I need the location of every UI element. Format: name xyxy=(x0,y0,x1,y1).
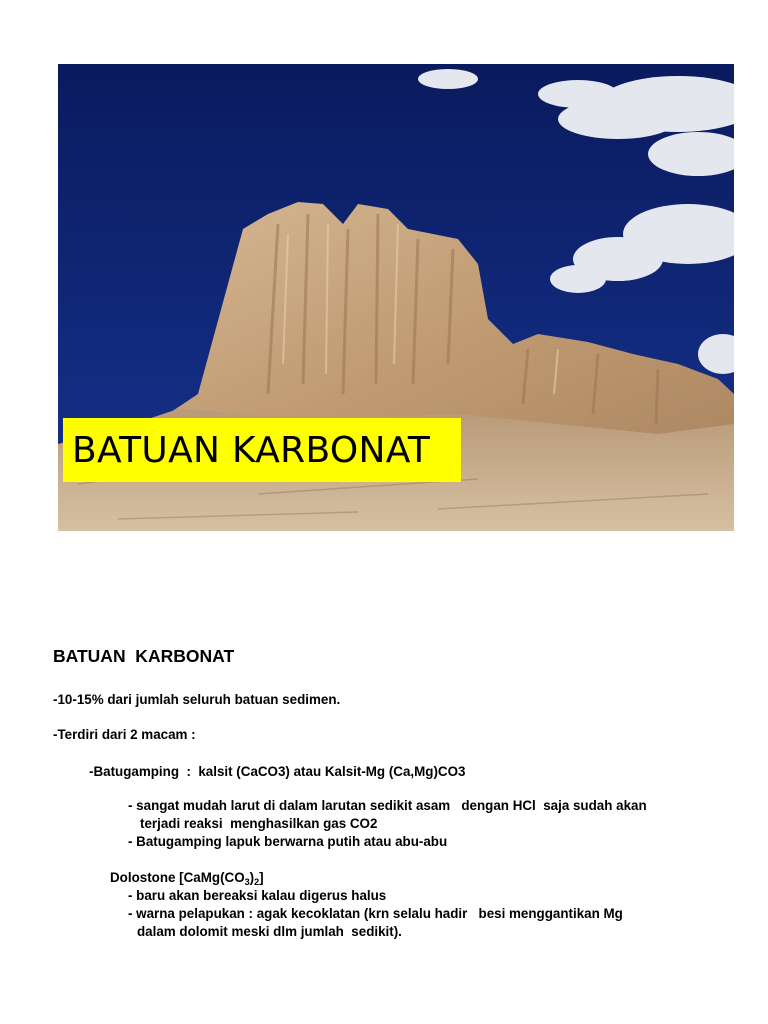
note-line: -10-15% dari jumlah seluruh batuan sedimen. xyxy=(53,692,341,707)
dolostone-line xyxy=(110,870,264,890)
note-line: dalam dolomit meski dlm jumlah sedikit). xyxy=(137,924,402,939)
note-line: -Terdiri dari 2 macam : xyxy=(53,727,196,742)
dolostone-text: ) xyxy=(249,870,255,885)
note-line: - warna pelapukan : agak kecoklatan (krn selalu hadir besi menggantikan Mg xyxy=(128,906,623,921)
dolostone-text: ] xyxy=(259,870,264,885)
note-line: - Batugamping lapuk berwarna putih atau abu-abu xyxy=(128,834,448,849)
subscript: 3 xyxy=(244,877,250,887)
note-line: - baru akan bereaksi kalau digerus halus xyxy=(128,888,387,903)
note-line: terjadi reaksi menghasilkan gas CO2 xyxy=(140,816,378,831)
dolostone-text: Dolostone [CaMg(CO xyxy=(110,870,245,885)
section-heading: BATUAN KARBONAT xyxy=(53,646,235,666)
note-line: -Batugamping : kalsit (CaCO3) atau Kalsit-Mg (Ca,Mg)CO3 xyxy=(89,764,466,779)
note-line: - sangat mudah larut di dalam larutan sedikit asam dengan HCl saja sudah akan xyxy=(128,798,647,813)
subscript: 2 xyxy=(254,877,260,887)
title-text: BATUAN KARBONAT xyxy=(72,429,431,471)
